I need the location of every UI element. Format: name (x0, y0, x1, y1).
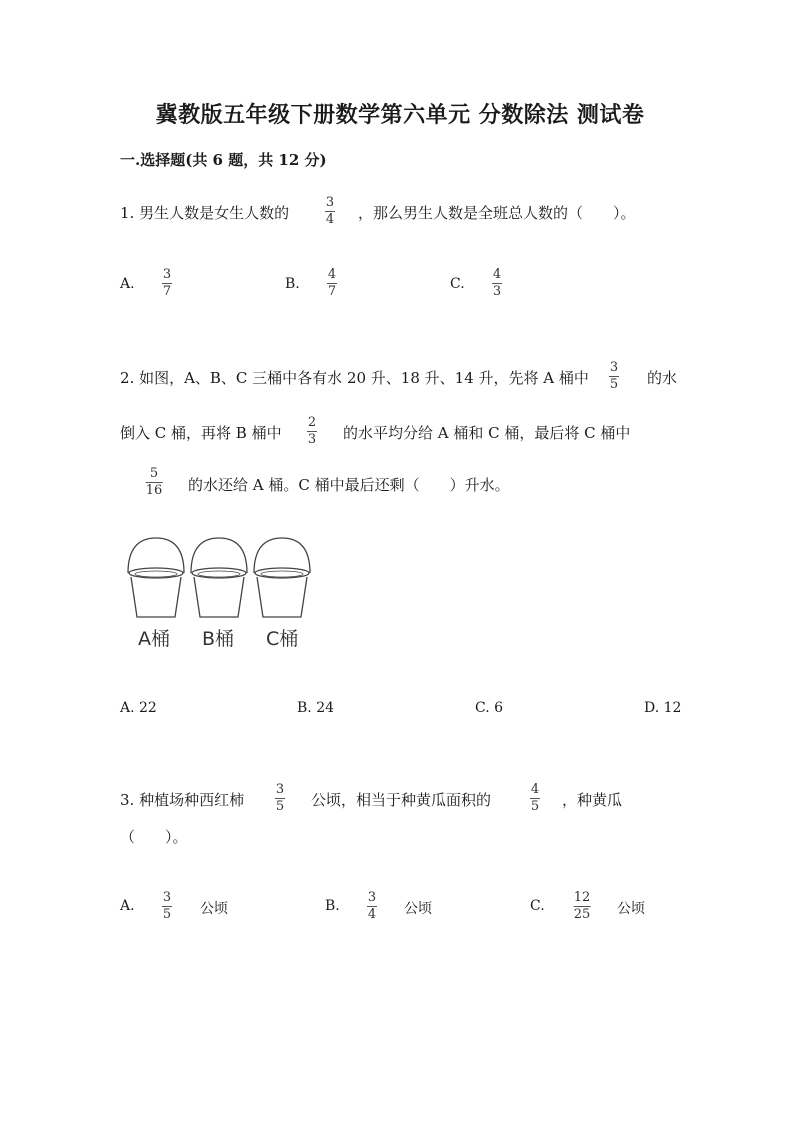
question-2-fraction-3 (146, 467, 163, 498)
q2-option-c[interactable]: C. 6 (475, 700, 504, 716)
question-3-answer-blank: （ ）。 (120, 828, 188, 846)
q1-option-c-label[interactable]: C. (450, 276, 465, 292)
denominator: 16 (145, 483, 163, 498)
numerator: 3 (325, 195, 335, 210)
numerator: 12 (573, 890, 591, 905)
q2-option-a[interactable]: A. 22 (120, 700, 157, 716)
question-2-fraction-2 (307, 416, 317, 447)
q3-option-b-fraction (367, 891, 377, 922)
q3-option-a-unit: 公顷 (200, 901, 228, 917)
question-2-line-1: 2. 如图，A、B、C 三桶中各有水 20 升、18 升、14 升，先将 A 桶中 (120, 369, 589, 387)
q3-option-c-label[interactable]: C. (530, 898, 545, 914)
numerator: 2 (307, 415, 317, 430)
numerator: 3 (275, 782, 285, 797)
question-3-text: 3. 种植场种西红柿 (120, 791, 245, 809)
numerator: 3 (609, 360, 619, 375)
q1-option-c-fraction (492, 268, 502, 299)
q2-option-d[interactable]: D. 12 (644, 700, 682, 716)
q2-option-b[interactable]: B. 24 (297, 700, 335, 716)
denominator: 3 (492, 284, 502, 299)
q1-option-a-fraction (162, 268, 172, 299)
numerator: 5 (149, 466, 159, 481)
bucket-b-icon (191, 538, 247, 617)
question-2-line-3: 的水还给 A 桶。C 桶中最后还剩（ ）升水。 (188, 476, 510, 494)
q3-option-c-fraction (574, 891, 591, 922)
bucket-a-label: A桶 (138, 628, 170, 650)
numerator: 4 (530, 782, 540, 797)
denominator: 7 (327, 284, 337, 299)
denominator: 3 (307, 432, 317, 447)
bucket-a-icon (128, 538, 184, 617)
question-2-line-2: 倒入 C 桶，再将 B 桶中 (120, 424, 282, 442)
numerator: 3 (162, 267, 172, 282)
question-3-fraction-1 (275, 783, 285, 814)
question-3-text-mid: 公顷，相当于种黄瓜面积的 (311, 791, 492, 809)
numerator: 3 (367, 890, 377, 905)
q1-option-b-fraction (327, 268, 337, 299)
denominator: 5 (162, 907, 172, 922)
q3-option-b-unit: 公顷 (404, 901, 432, 917)
bucket-c-icon (254, 538, 310, 617)
question-2-line-2-end: 的水平均分给 A 桶和 C 桶，最后将 C 桶中 (343, 424, 631, 442)
question-1-text-end: ，那么男生人数是全班总人数的（ ）。 (358, 204, 636, 222)
denominator: 5 (275, 799, 285, 814)
question-3-fraction-2 (530, 783, 540, 814)
denominator: 5 (530, 799, 540, 814)
denominator: 25 (573, 907, 591, 922)
q3-option-a-fraction (162, 891, 172, 922)
bucket-b-label: B桶 (202, 628, 235, 650)
question-3-text-end: ，种黄瓜 (562, 791, 623, 809)
denominator: 4 (367, 907, 377, 922)
question-1-fraction (325, 196, 335, 227)
denominator: 5 (609, 377, 619, 392)
page-title: 冀教版五年级下册数学第六单元 分数除法 测试卷 (155, 103, 645, 128)
denominator: 7 (162, 284, 172, 299)
q1-option-b-label[interactable]: B. (285, 276, 300, 292)
question-1-text: 1. 男生人数是女生人数的 (120, 204, 290, 222)
numerator: 3 (162, 890, 172, 905)
denominator: 4 (325, 212, 335, 227)
section-heading: 一.选择题(共 6 题，共 12 分) (120, 151, 327, 169)
q3-option-a-label[interactable]: A. (120, 898, 135, 914)
numerator: 4 (327, 267, 337, 282)
q1-option-a-label[interactable]: A. (120, 276, 135, 292)
question-2-line-1-end: 的水 (647, 369, 678, 387)
q3-option-b-label[interactable]: B. (325, 898, 340, 914)
question-2-fraction-1 (609, 361, 619, 392)
bucket-illustration (120, 530, 320, 622)
q3-option-c-unit: 公顷 (617, 901, 645, 917)
bucket-c-label: C桶 (266, 628, 299, 650)
numerator: 4 (492, 267, 502, 282)
